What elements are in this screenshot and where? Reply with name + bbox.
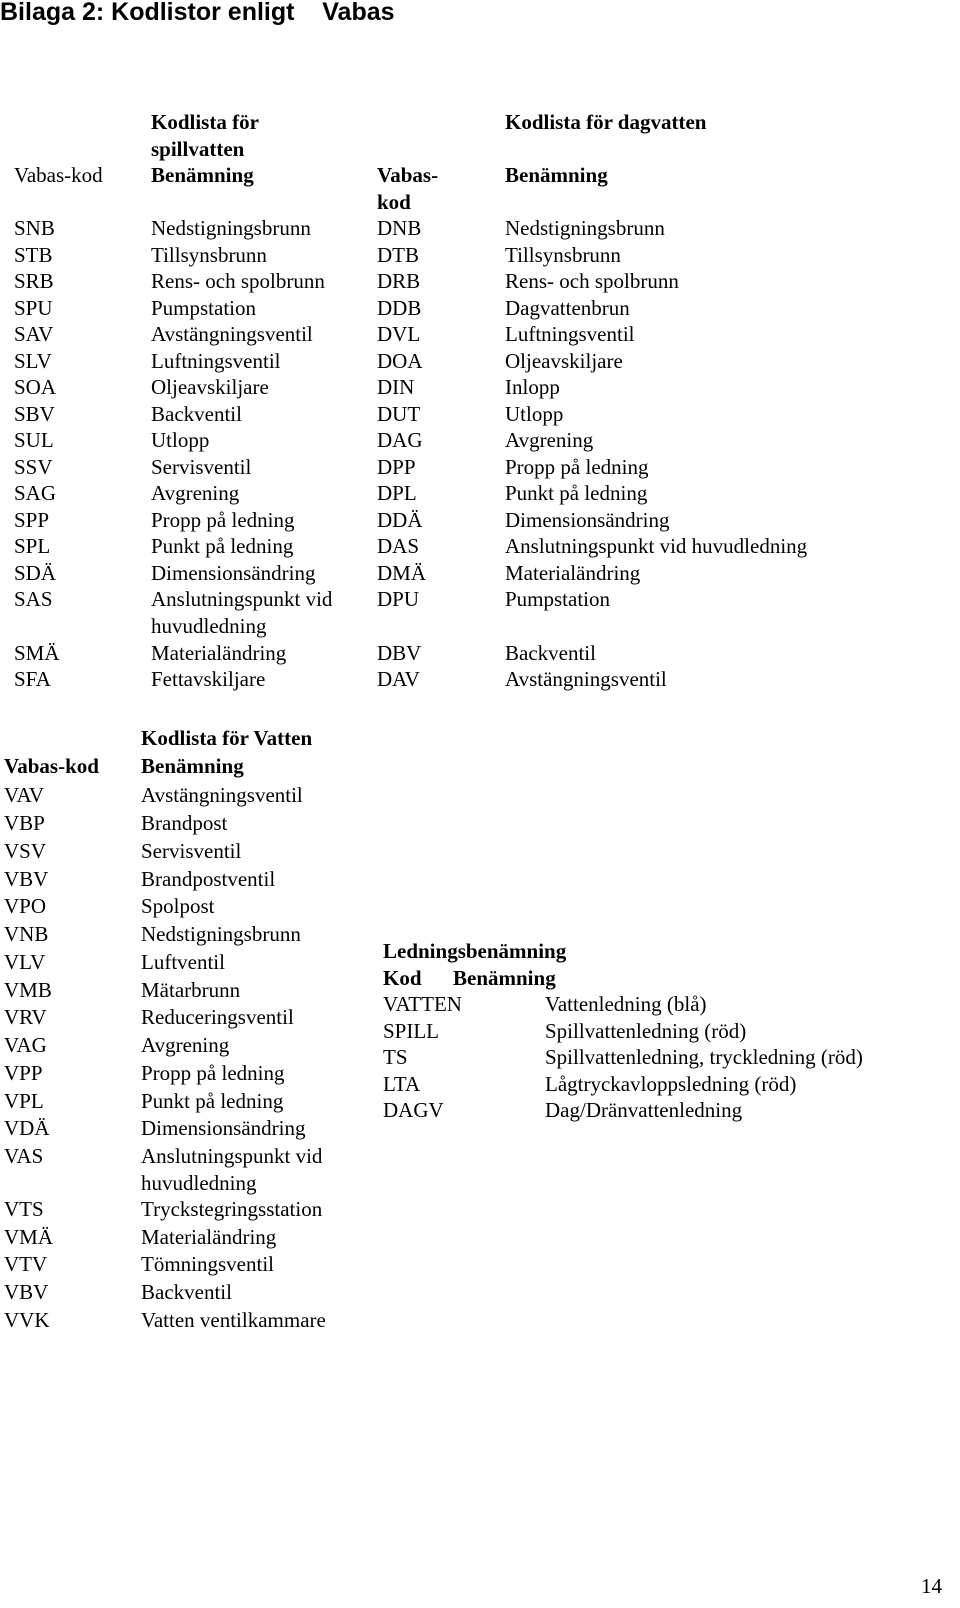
vatten-code: VPO (4, 894, 47, 918)
spill-code: SLV (14, 349, 52, 373)
spill-name: Nedstigningsbrunn (151, 216, 311, 240)
dag-name: Utlopp (505, 402, 564, 426)
vatten-code: VRV (4, 1005, 47, 1029)
table-row (0, 215, 960, 242)
table-row (0, 533, 960, 560)
table-row (0, 401, 960, 428)
table-row (0, 666, 960, 693)
table-row (0, 1071, 960, 1098)
ledning-name: Dag/Dränvattenledning (545, 1098, 743, 1122)
spill-name: Utlopp (151, 428, 210, 452)
dagvatten-col-name: Benämning (505, 163, 608, 187)
table-row (0, 560, 960, 587)
vatten-col-name: Benämning (141, 754, 244, 778)
spillvatten-title-line1: Kodlista för (151, 110, 259, 134)
dag-code: DAV (377, 667, 420, 691)
spill-code: SAG (14, 481, 57, 505)
spill-name: Pumpstation (151, 296, 257, 320)
table-row (0, 838, 960, 865)
vatten-code: VMB (4, 978, 52, 1002)
vatten-name: Materialändring (141, 1225, 277, 1249)
dag-code: DBV (377, 641, 422, 665)
dag-name: Nedstigningsbrunn (505, 216, 665, 240)
vatten-code: VPL (4, 1089, 44, 1113)
spill-code: SBV (14, 402, 55, 426)
table-row (0, 507, 960, 534)
dag-code: DPU (377, 587, 420, 611)
vatten-code: VTS (4, 1197, 44, 1221)
table-row (0, 893, 960, 920)
vatten-name: Luftventil (141, 950, 225, 974)
vatten-name: Reduceringsventil (141, 1005, 294, 1029)
ledning-col-code: Kod (383, 966, 422, 990)
ledning-code: LTA (383, 1072, 421, 1096)
spill-code: SFA (14, 667, 51, 691)
table-row (0, 866, 960, 893)
vatten-code: VAS (4, 1144, 44, 1168)
vatten-code: VMÄ (4, 1225, 54, 1249)
vatten-code: VBV (4, 1280, 49, 1304)
table-row (0, 295, 960, 322)
vatten-name: Vatten ventilkammare (141, 1308, 326, 1332)
dag-name: Luftningsventil (505, 322, 635, 346)
table-row (0, 1307, 960, 1334)
dag-name: Tillsynsbrunn (505, 243, 621, 267)
dag-code: DDB (377, 296, 422, 320)
dag-code: DDÄ (377, 508, 423, 532)
table-row (0, 1018, 960, 1045)
spill-name: Anslutningspunkt vid huvudledning (151, 587, 333, 638)
dag-code: DNB (377, 216, 422, 240)
spill-code: STB (14, 243, 53, 267)
ledning-code: SPILL (383, 1019, 440, 1043)
spill-code: SPL (14, 534, 51, 558)
dag-code: DUT (377, 402, 421, 426)
vatten-code: VTV (4, 1252, 48, 1276)
table-row (0, 782, 960, 809)
table-row (0, 480, 960, 507)
table-row (0, 374, 960, 401)
dag-name: Oljeavskiljare (505, 349, 623, 373)
spillvatten-title-line2: spillvatten (151, 137, 245, 161)
spill-name: Avgrening (151, 481, 240, 505)
vatten-code: VBV (4, 867, 49, 891)
spill-code: SUL (14, 428, 54, 452)
dag-name: Anslutningspunkt vid huvudledning (505, 534, 808, 558)
table-row (0, 1224, 960, 1251)
spill-name: Servisventil (151, 455, 252, 479)
spill-name: Propp på ledning (151, 508, 295, 532)
page-number: 14 (921, 1574, 942, 1598)
spill-name: Materialändring (151, 641, 287, 665)
dag-name: Dimensionsändring (505, 508, 670, 532)
spill-code: SPU (14, 296, 53, 320)
dag-code: DAG (377, 428, 423, 452)
table-row (0, 268, 960, 295)
table-row (0, 1251, 960, 1278)
table-row (0, 1196, 960, 1223)
dag-name: Punkt på ledning (505, 481, 648, 505)
vatten-code: VNB (4, 922, 49, 946)
table-row (0, 1143, 960, 1197)
ledning-name: Vattenledning (blå) (545, 992, 707, 1016)
table-row (0, 454, 960, 481)
dag-code: DOA (377, 349, 423, 373)
spill-name: Fettavskiljare (151, 667, 266, 691)
vatten-name: Anslutningspunkt vid huvudledning (141, 1144, 323, 1195)
dag-code: DMÄ (377, 561, 427, 585)
vatten-name: Brandpost (141, 811, 228, 835)
spill-code: SRB (14, 269, 54, 293)
dag-name: Materialändring (505, 561, 641, 585)
vatten-name: Punkt på ledning (141, 1089, 284, 1113)
vatten-name: Avstängningsventil (141, 783, 303, 807)
ledning-name: Spillvattenledning, tryckledning (röd) (545, 1045, 863, 1069)
vatten-name: Dimensionsändring (141, 1116, 306, 1140)
vatten-name: Spolpost (141, 894, 215, 918)
dagvatten-title: Kodlista för dagvatten (505, 110, 707, 134)
spillvatten-col-code: Vabas-kod (14, 163, 103, 187)
spill-code: SOA (14, 375, 57, 399)
ledning-col-name: Benämning (453, 966, 556, 990)
table-row (0, 1044, 960, 1071)
dag-name: Dagvattenbrun (505, 296, 630, 320)
spill-name: Luftningsventil (151, 349, 281, 373)
vatten-code: VDÄ (4, 1116, 50, 1140)
vatten-code: VAG (4, 1033, 47, 1057)
vatten-code: VLV (4, 950, 46, 974)
dag-code: DPL (377, 481, 417, 505)
vatten-name: Avgrening (141, 1033, 230, 1057)
dag-name: Pumpstation (505, 587, 611, 611)
spill-code: SSV (14, 455, 53, 479)
table-row (0, 1097, 960, 1124)
dag-name: Rens- och spolbrunn (505, 269, 679, 293)
dag-name: Propp på ledning (505, 455, 649, 479)
spill-name: Rens- och spolbrunn (151, 269, 325, 293)
dag-name: Avstängningsventil (505, 667, 667, 691)
vatten-name: Tömningsventil (141, 1252, 274, 1276)
spill-code: SDÄ (14, 561, 57, 585)
spill-name: Avstängningsventil (151, 322, 313, 346)
vatten-name: Backventil (141, 1280, 232, 1304)
dagvatten-col-code-line2: kod (377, 190, 411, 214)
spill-name: Oljeavskiljare (151, 375, 269, 399)
dag-code: DRB (377, 269, 421, 293)
vatten-code: VVK (4, 1308, 50, 1332)
dag-code: DIN (377, 375, 415, 399)
vatten-name: Tryckstegringsstation (141, 1197, 323, 1221)
table-row (0, 242, 960, 269)
spill-name: Dimensionsändring (151, 561, 316, 585)
vatten-code: VSV (4, 839, 47, 863)
dag-name: Avgrening (505, 428, 594, 452)
dag-code: DVL (377, 322, 421, 346)
table-row (0, 640, 960, 667)
spill-code: SPP (14, 508, 50, 532)
spill-code: SNB (14, 216, 55, 240)
vatten-name: Servisventil (141, 839, 242, 863)
vatten-code: VBP (4, 811, 45, 835)
spill-name: Backventil (151, 402, 242, 426)
dagvatten-col-code-line1: Vabas- (377, 163, 439, 187)
spill-code: SMÄ (14, 641, 60, 665)
ledning-code: VATTEN (383, 992, 462, 1016)
vatten-name: Brandpostventil (141, 867, 276, 891)
table-row (0, 586, 960, 640)
spill-code: SAS (14, 587, 53, 611)
spill-code: SAV (14, 322, 54, 346)
dag-name: Backventil (505, 641, 596, 665)
spillvatten-col-name: Benämning (151, 163, 254, 187)
vatten-code: VPP (4, 1061, 43, 1085)
ledning-title: Ledningsbenämning (383, 939, 567, 963)
vatten-name: Propp på ledning (141, 1061, 285, 1085)
vatten-name: Nedstigningsbrunn (141, 922, 301, 946)
table-row (0, 991, 960, 1018)
ledning-code: DAGV (383, 1098, 444, 1122)
table-row (0, 321, 960, 348)
ledning-name: Lågtryckavloppsledning (röd) (545, 1072, 797, 1096)
table-row (0, 810, 960, 837)
vatten-code: VAV (4, 783, 45, 807)
spill-name: Tillsynsbrunn (151, 243, 267, 267)
dag-code: DAS (377, 534, 420, 558)
vatten-title: Kodlista för Vatten (141, 726, 313, 750)
table-row (0, 1279, 960, 1306)
table-row (0, 427, 960, 454)
dag-name: Inlopp (505, 375, 560, 399)
table-row (0, 348, 960, 375)
dag-code: DTB (377, 243, 419, 267)
vatten-col-code: Vabas-kod (4, 754, 99, 778)
ledning-code: TS (383, 1045, 408, 1069)
ledning-name: Spillvattenledning (röd) (545, 1019, 747, 1043)
dag-code: DPP (377, 455, 416, 479)
page-heading: Bilaga 2: Kodlistor enligt Vabas (0, 0, 395, 26)
vatten-name: Mätarbrunn (141, 978, 241, 1002)
spill-name: Punkt på ledning (151, 534, 294, 558)
